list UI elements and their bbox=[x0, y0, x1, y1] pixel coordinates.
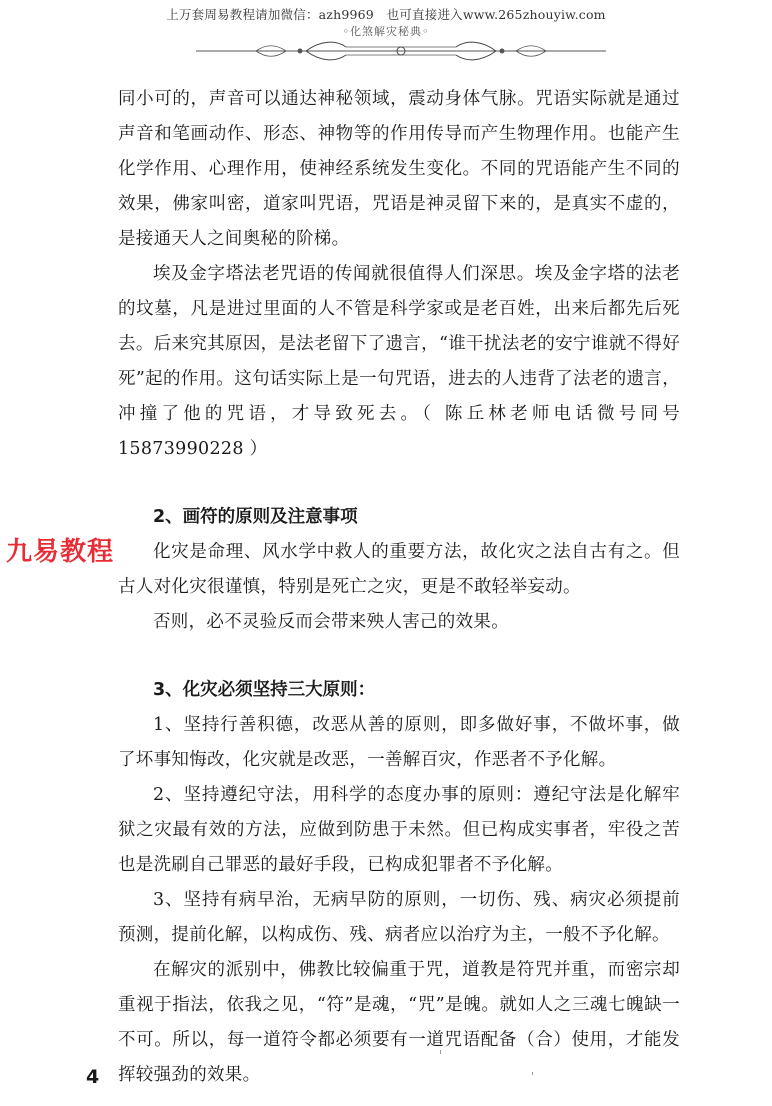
principle-1: 1、坚持行善积德，改恶从善的原则，即多做好事，不做坏事，做了坏事知悔改，化灾就是改恶，一善解百灾，作恶者不予化解。 bbox=[118, 715, 680, 770]
principle-3: 3、坚持有病早治，无病早防的原则，一切伤、残、病灾必须提前预测，提前化解，以构成伤、残、病者应以治疗为主，一般不予化解。 bbox=[118, 890, 680, 945]
paragraph-conclusion: 在解灾的派别中，佛教比较偏重于咒，道教是符咒并重，而密宗却重视于指法，依我之见，“符”是魂，“咒”是魄。就如人之三魂七魄缺一不可。所以，每一道符令都必须要有一道咒语配备（合）使用，才能发挥较强劲的效果。 bbox=[118, 960, 680, 1085]
page-number: 4 bbox=[86, 1066, 100, 1088]
scan-speck bbox=[532, 1072, 533, 1075]
watermark-stamp: 九易教程 bbox=[6, 537, 115, 567]
paragraph-3: 化灾是命理、风水学中救人的重要方法，故化灾之法自古有之。但古人对化灾很谨慎，特别是死亡之灾，更是不敢轻举妄动。 bbox=[118, 542, 680, 597]
section-heading-2: 2、画符的原则及注意事项 bbox=[153, 507, 358, 527]
running-title: ◦化煞解灾秘典◦ bbox=[342, 25, 430, 38]
paragraph-4: 否则，必不灵验反而会带来殃人害己的效果。 bbox=[153, 612, 509, 632]
section-heading-3: 3、化灾必须坚持三大原则： bbox=[153, 680, 376, 700]
principle-2: 2、坚持遵纪守法，用科学的态度办事的原则：遵纪守法是化解牢狱之灾最有效的方法，应做到防患于未然。但已构成实事者，牢役之苦也是洗刷自己罪恶的最好手段，已构成犯罪者不予化解。 bbox=[118, 785, 680, 875]
paragraph-1: 同小可的，声音可以通达神秘领域，震动身体气脉。咒语实际就是通过声音和笔画动作、形态、神物等的作用传导而产生物理作用。也能产生化学作用、心理作用，使神经系统发生变化。不同的咒语能产生不同的效果，佛家叫密，道家叫咒语，咒语是神灵留下来的，是真实不虚的，是接通天人之间奥秘的阶梯。 bbox=[118, 89, 680, 249]
decorative-divider-icon bbox=[196, 38, 606, 64]
paragraph-2: 埃及金字塔法老咒语的传闻就很值得人们深思。埃及金字塔的法老的坟墓，凡是进过里面的人不管是科学家或是老百姓，出来后都先后死去。后来究其原因，是法老留下了遗言，“谁干扰法老的安宁谁就不得好死”起的作用。这句话实际上是一句咒语，进去的人违背了法老的遗言，冲撞了他的咒语，才导致死去。（ 陈丘林老师电话微号同号 15873990228 ） bbox=[118, 264, 680, 459]
scan-speck bbox=[440, 1050, 441, 1054]
header-watermark: 上万套周易教程请加微信：azh9969 也可直接进入www.265zhouyiw.com bbox=[166, 7, 606, 22]
page-body bbox=[118, 82, 680, 1093]
